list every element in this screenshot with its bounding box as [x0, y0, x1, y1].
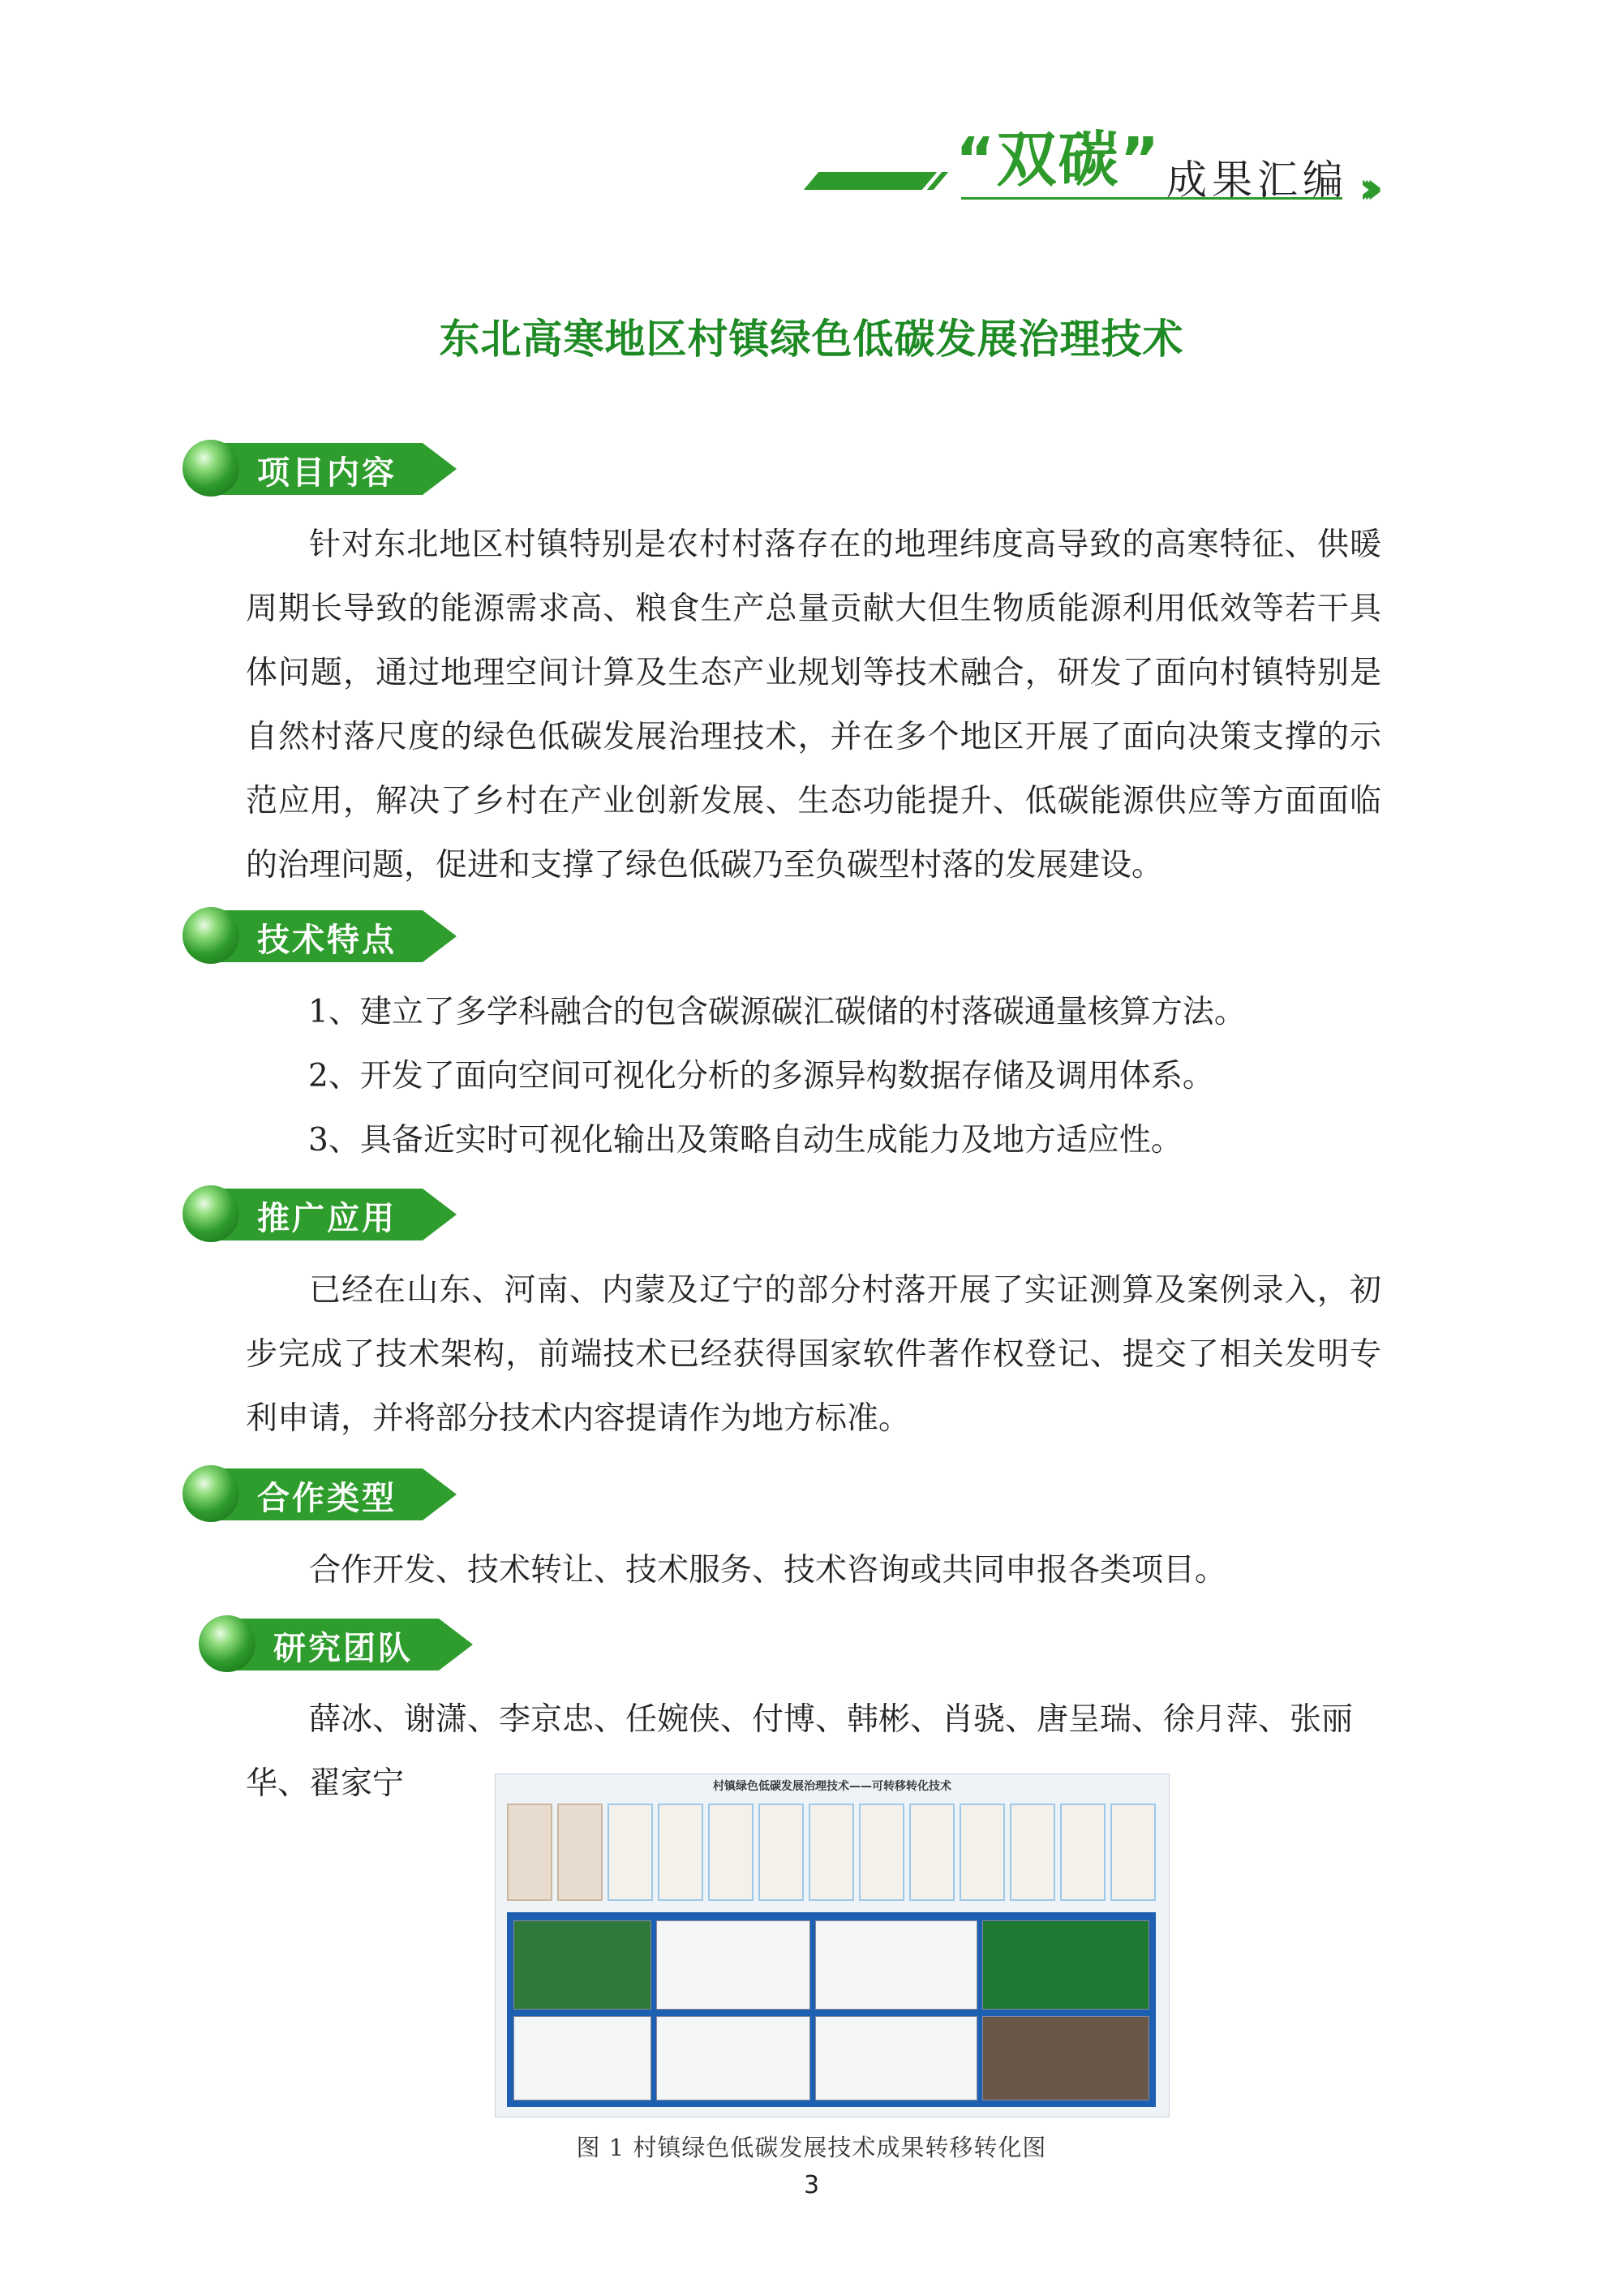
- software-screenshot: [815, 2016, 977, 2100]
- features-list: [308, 980, 1246, 1172]
- section-heading-application: [182, 1182, 487, 1247]
- certificate-image: [507, 1804, 552, 1901]
- section-heading-project: [182, 436, 487, 501]
- certificate-image: [758, 1804, 804, 1901]
- page-number: 3: [803, 2171, 820, 2199]
- certificate-image: [1110, 1804, 1156, 1901]
- section-heading-label: 合作类型: [257, 1480, 397, 1517]
- certificate-image: [859, 1804, 904, 1901]
- software-screenshot: [656, 2016, 810, 2100]
- cooperation-paragraph: [246, 1538, 1381, 1602]
- list-item: 1、建立了多学科融合的包含碳源碳汇碳储的村落碳通量核算方法。: [308, 994, 1246, 1030]
- green-ball-icon: [199, 1615, 255, 1672]
- certificate-image: [708, 1804, 754, 1901]
- green-ball-icon: [182, 1185, 239, 1242]
- display-wall-image: [982, 2016, 1149, 2100]
- project-text: 针对东北地区村镇特别是农村村落存在的地理纬度高导致的高寒特征、供暖周期长导致的能源需求高、粮食生产总量贡献大但生物质能源利用低效等若干具体问题，通过地理空间计算及生态产业规划等技术融合，研发了面向村镇特别是自然村落尺度的绿色低碳发展治理技术，并在多个地区开展了面向决策支撑的示范应用，解决了乡村在产业创新发展、生态功能提升、低碳能源供应等方面面临的治理问题，促进和支撑了绿色低碳乃至负碳型村落的发展建设。: [246, 527, 1381, 884]
- certificate-image: [960, 1804, 1005, 1901]
- header-subtitle: 成果汇编: [1166, 157, 1348, 204]
- list-item: 3、具备近实时可视化输出及策略自动生成能力及地方适应性。: [308, 1122, 1183, 1159]
- page-title: 东北高寒地区村镇绿色低碳发展治理技术: [439, 316, 1184, 363]
- section-heading-label: 研究团队: [273, 1630, 413, 1667]
- map-screenshot: [513, 1920, 651, 2010]
- certificate-image: [1010, 1804, 1055, 1901]
- green-ball-icon: [182, 907, 239, 964]
- chart-screenshot: [513, 2016, 651, 2100]
- team-text-line2: 华、翟家宁: [246, 1765, 405, 1802]
- certificate-image: [608, 1804, 653, 1901]
- section-heading-cooperation: [182, 1462, 487, 1527]
- team-text-line1: 薛冰、谢潇、李京忠、任婉侠、付博、韩彬、肖骁、唐呈瑞、徐月萍、张丽: [309, 1701, 1354, 1738]
- software-screenshot: [656, 1920, 810, 2010]
- certificate-image: [909, 1804, 955, 1901]
- chevrons-icon: ›››: [1359, 162, 1369, 213]
- header-brand: “双碳”: [955, 125, 1161, 195]
- lab-sign-image: [982, 1920, 1149, 2010]
- software-screenshot: [815, 1920, 977, 2010]
- certificate-image: [557, 1804, 603, 1901]
- software-screenshots: [507, 1912, 1156, 2107]
- application-paragraph: [246, 1258, 1381, 1451]
- certificate-row: [507, 1804, 1156, 1901]
- section-heading-label: 项目内容: [257, 454, 397, 492]
- application-text: 已经在山东、河南、内蒙及辽宁的部分村落开展了实证测算及案例录入，初步完成了技术架构，前端技术已经获得国家软件著作权登记、提交了相关发明专利申请，并将部分技术内容提请作为地方标准。: [246, 1272, 1381, 1437]
- green-ball-icon: [182, 440, 239, 497]
- certificate-image: [1060, 1804, 1106, 1901]
- section-heading-label: 推广应用: [257, 1200, 397, 1237]
- cooperation-text: 合作开发、技术转让、技术服务、技术咨询或共同申报各类项目。: [309, 1552, 1227, 1589]
- page-header: [811, 122, 1444, 211]
- figure-caption: 图 1 村镇绿色低碳发展技术成果转移转化图: [576, 2134, 1047, 2161]
- certificate-image: [658, 1804, 703, 1901]
- list-item: 2、开发了面向空间可视化分析的多源异构数据存储及调用体系。: [308, 1058, 1214, 1094]
- green-ball-icon: [182, 1465, 239, 1522]
- project-paragraph: [246, 513, 1381, 897]
- figure-image: [495, 1774, 1170, 2118]
- section-heading-label: 技术特点: [257, 922, 397, 959]
- figure-inner-title: 村镇绿色低碳发展治理技术——可转移转化技术: [713, 1780, 951, 1793]
- section-heading-team: [199, 1612, 503, 1677]
- certificate-image: [809, 1804, 854, 1901]
- section-heading-features: [182, 904, 487, 969]
